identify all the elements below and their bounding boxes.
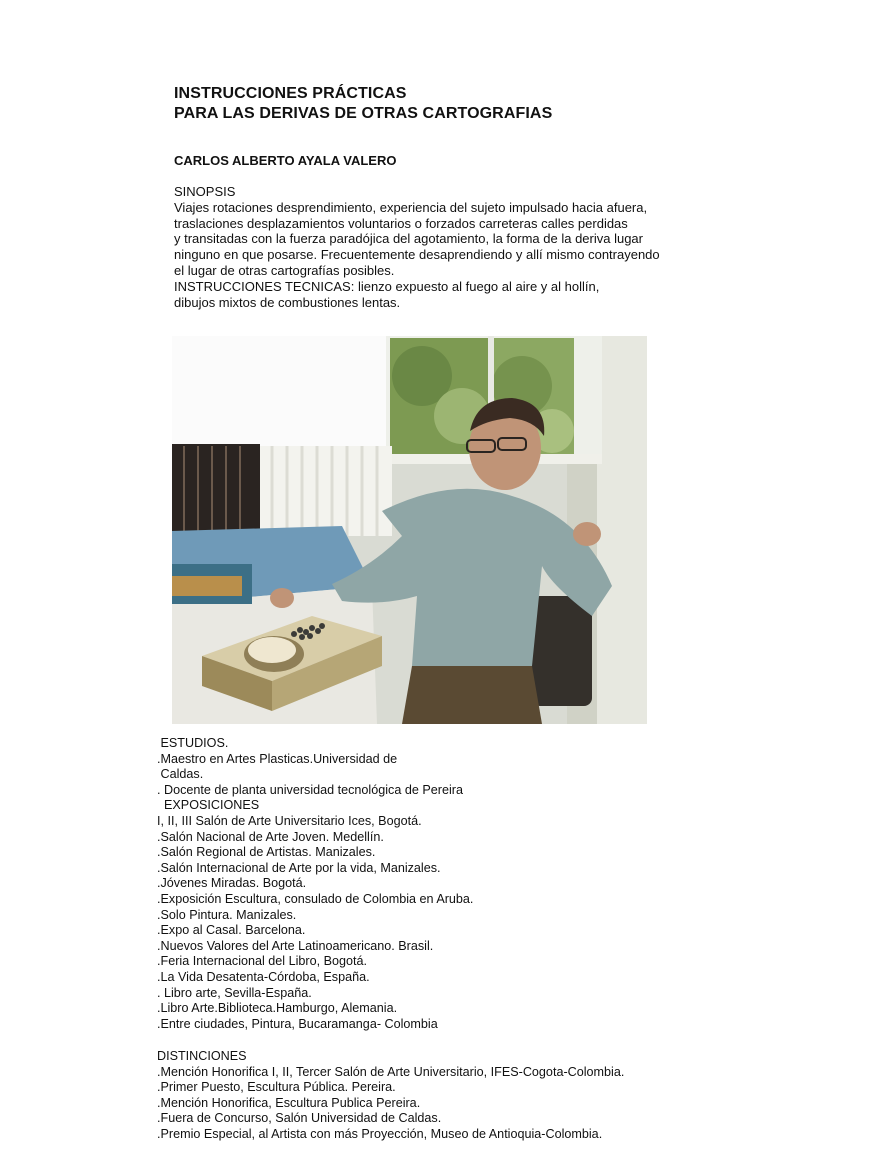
exposiciones-item: I, II, III Salón de Arte Universitario Ices, Bogotá.: [157, 813, 422, 828]
synopsis-line: dibujos mixtos de combustiones lentas.: [174, 294, 401, 310]
exposiciones-item: . Libro arte, Sevilla-España.: [157, 985, 312, 1000]
exposiciones-heading: EXPOSICIONES: [157, 798, 260, 813]
exposiciones-item: .Salón Nacional de Arte Joven. Medellín.: [157, 829, 384, 844]
distinciones-item: .Mención Honorifica I, II, Tercer Salón de Arte Universitario, IFES-Cogota-Colombia.: [157, 1064, 625, 1079]
synopsis-line: INSTRUCCIONES TECNICAS: lienzo expuesto al fuego al aire y al hollín,: [174, 278, 600, 294]
distinciones-item: .Mención Honorifica, Escultura Publica Pereira.: [157, 1095, 421, 1110]
cv-section: [157, 736, 473, 1032]
exposiciones-item: .Jóvenes Miradas. Bogotá.: [157, 876, 307, 891]
exposiciones-item: .Entre ciudades, Pintura, Bucaramanga- Colombia: [157, 1016, 438, 1031]
estudios-item: .Maestro en Artes Plasticas.Universidad de: [157, 751, 398, 766]
synopsis-line: y transitadas con la fuerza paradójica del agotamiento, la forma de la deriva lugar: [174, 231, 643, 247]
synopsis-line: Viajes rotaciones desprendimiento, experiencia del sujeto impulsado hacia afuera,: [174, 199, 648, 215]
title-line-2: PARA LAS DERIVAS DE OTRAS CARTOGRAFIAS: [174, 105, 553, 122]
distinciones-item: .Premio Especial, al Artista con más Proyección, Museo de Antioquia-Colombia.: [157, 1126, 603, 1141]
distinciones-item: .Primer Puesto, Escultura Pública. Pereira.: [157, 1080, 396, 1095]
exposiciones-item: .Exposición Escultura, consulado de Colombia en Aruba.: [157, 891, 474, 906]
distinciones-item: .Fuera de Concurso, Salón Universidad de Caldas.: [157, 1111, 442, 1126]
distinciones-heading: DISTINCIONES: [157, 1049, 247, 1063]
exposiciones-item: .Feria Internacional del Libro, Bogotá.: [157, 954, 368, 969]
distinciones-section: [157, 1049, 624, 1143]
synopsis-heading: SINOPSIS: [174, 184, 236, 199]
synopsis-line: traslaciones desplazamientos voluntarios o forzados carreteras calles perdidas: [174, 215, 628, 231]
synopsis-line: el lugar de otras cartografías posibles.: [174, 262, 395, 278]
title-line-1: INSTRUCCIONES PRÁCTICAS: [174, 85, 407, 102]
exposiciones-item: .Expo al Casal. Barcelona.: [157, 923, 306, 938]
exposiciones-item: .Nuevos Valores del Arte Latinoamericano. Brasil.: [157, 938, 434, 953]
exposiciones-item: .Salón Internacional de Arte por la vida, Manizales.: [157, 860, 441, 875]
estudios-item: . Docente de planta universidad tecnológica de Pereira: [157, 782, 463, 797]
synopsis-section: [174, 184, 660, 310]
document-title: [174, 84, 552, 124]
synopsis-line: ninguno en que posarse. Frecuentemente desaprendiendo y allí mismo contrayendo: [174, 247, 660, 263]
exposiciones-item: .Solo Pintura. Manizales.: [157, 907, 297, 922]
exposiciones-item: .Salón Regional de Artistas. Manizales.: [157, 845, 376, 860]
estudios-heading: ESTUDIOS.: [157, 736, 229, 750]
author-name: CARLOS ALBERTO AYALA VALERO: [174, 153, 397, 168]
exposiciones-item: .La Vida Desatenta-Córdoba, España.: [157, 969, 370, 984]
estudios-item: Caldas.: [157, 767, 204, 782]
artist-photo: [172, 336, 647, 724]
exposiciones-item: .Libro Arte.Biblioteca.Hamburgo, Alemania.: [157, 1001, 398, 1016]
